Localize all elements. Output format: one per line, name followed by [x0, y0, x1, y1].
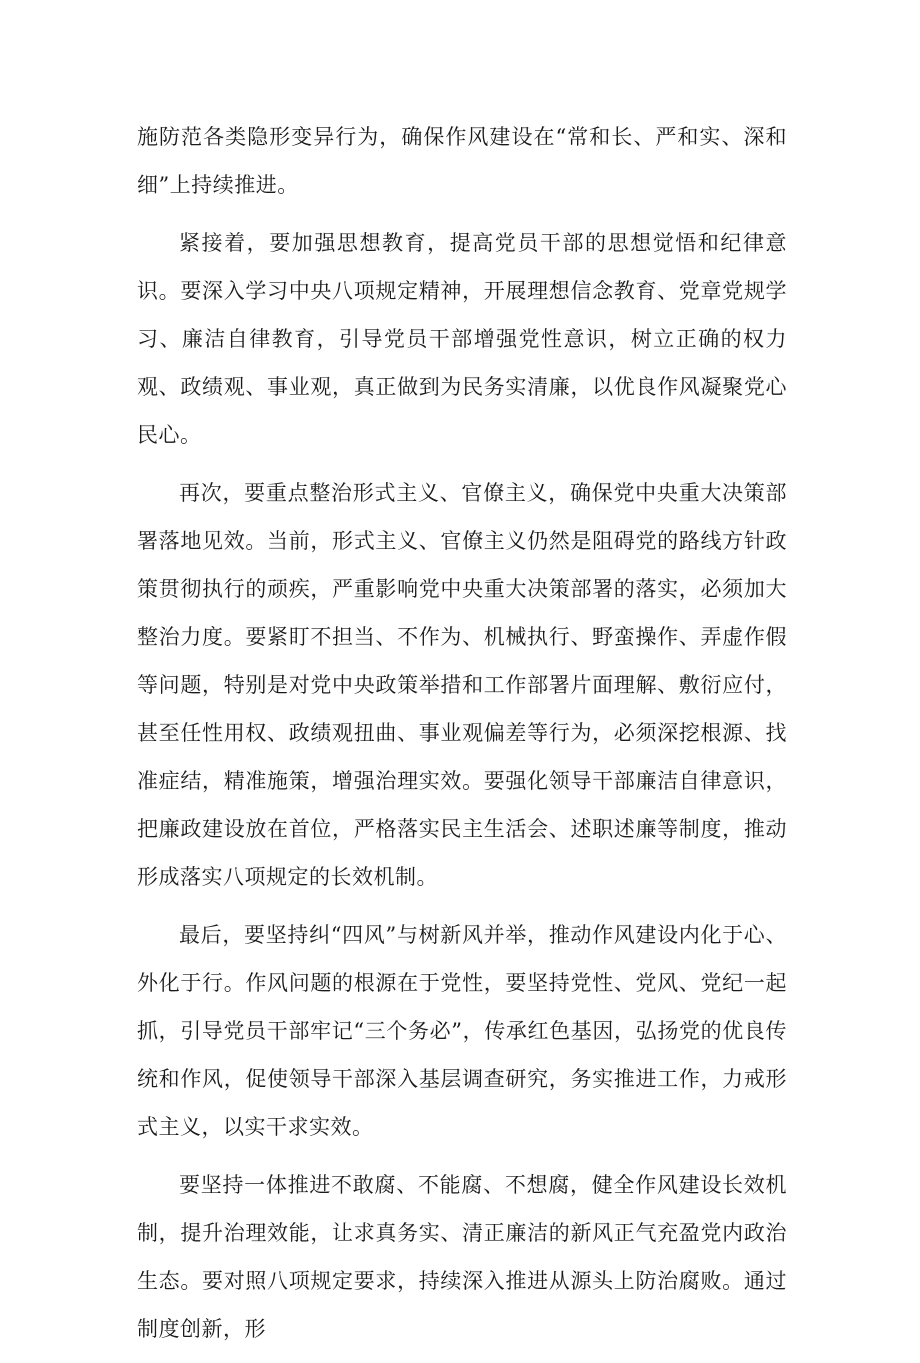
- paragraph-anti-corruption: 要坚持一体推进不敢腐、不能腐、不想腐，健全作风建设长效机制，提升治理效能，让求真务实、清正廉洁的新风正气充盈党内政治生态。要对照八项规定要求，持续深入推进从源头上防治腐败。通过制度创新，形: [137, 1173, 787, 1341]
- paragraph-new-style: 最后，要坚持纠“四风”与树新风并举，推动作风建设内化于心、外化于行。作风问题的根源在于党性，要坚持党性、党风、党纪一起抓，引导党员干部牢记“三个务必”，传承红色基因，弘扬党的优良传统和作风，促使领导干部深入基层调查研究，务实推进工作，力戒形式主义，以实干求实效。: [137, 923, 787, 1139]
- document-body: [137, 113, 787, 1363]
- paragraph-formalism-rectification: 再次，要重点整治形式主义、官僚主义，确保党中央重大决策部署落地见效。当前，形式主义、官僚主义仍然是阻碍党的路线方针政策贯彻执行的顽疾，严重影响党中央重大决策部署的落实，必须加大整治力度。要紧盯不担当、不作为、机械执行、野蛮操作、弄虚作假等问题，特别是对党中央政策举措和工作部署片面理解、敷衍应付，甚至任性用权、政绩观扭曲、事业观偏差等行为，必须深挖根源、找准症结，精准施策，增强治理实效。要强化领导干部廉洁自律意识，把廉政建设放在首位，严格落实民主生活会、述职述廉等制度，推动形成落实八项规定的长效机制。: [137, 481, 787, 889]
- paragraph-continuation: 施防范各类隐形变异行为，确保作风建设在“常和长、严和实、深和细”上持续推进。: [137, 125, 787, 197]
- paragraph-ideological-education: 紧接着，要加强思想教育，提高党员干部的思想觉悟和纪律意识。要深入学习中央八项规定精神，开展理想信念教育、党章党规学习、廉洁自律教育，引导党员干部增强党性意识，树立正确的权力观、政绩观、事业观，真正做到为民务实清廉，以优良作风凝聚党心民心。: [137, 231, 787, 447]
